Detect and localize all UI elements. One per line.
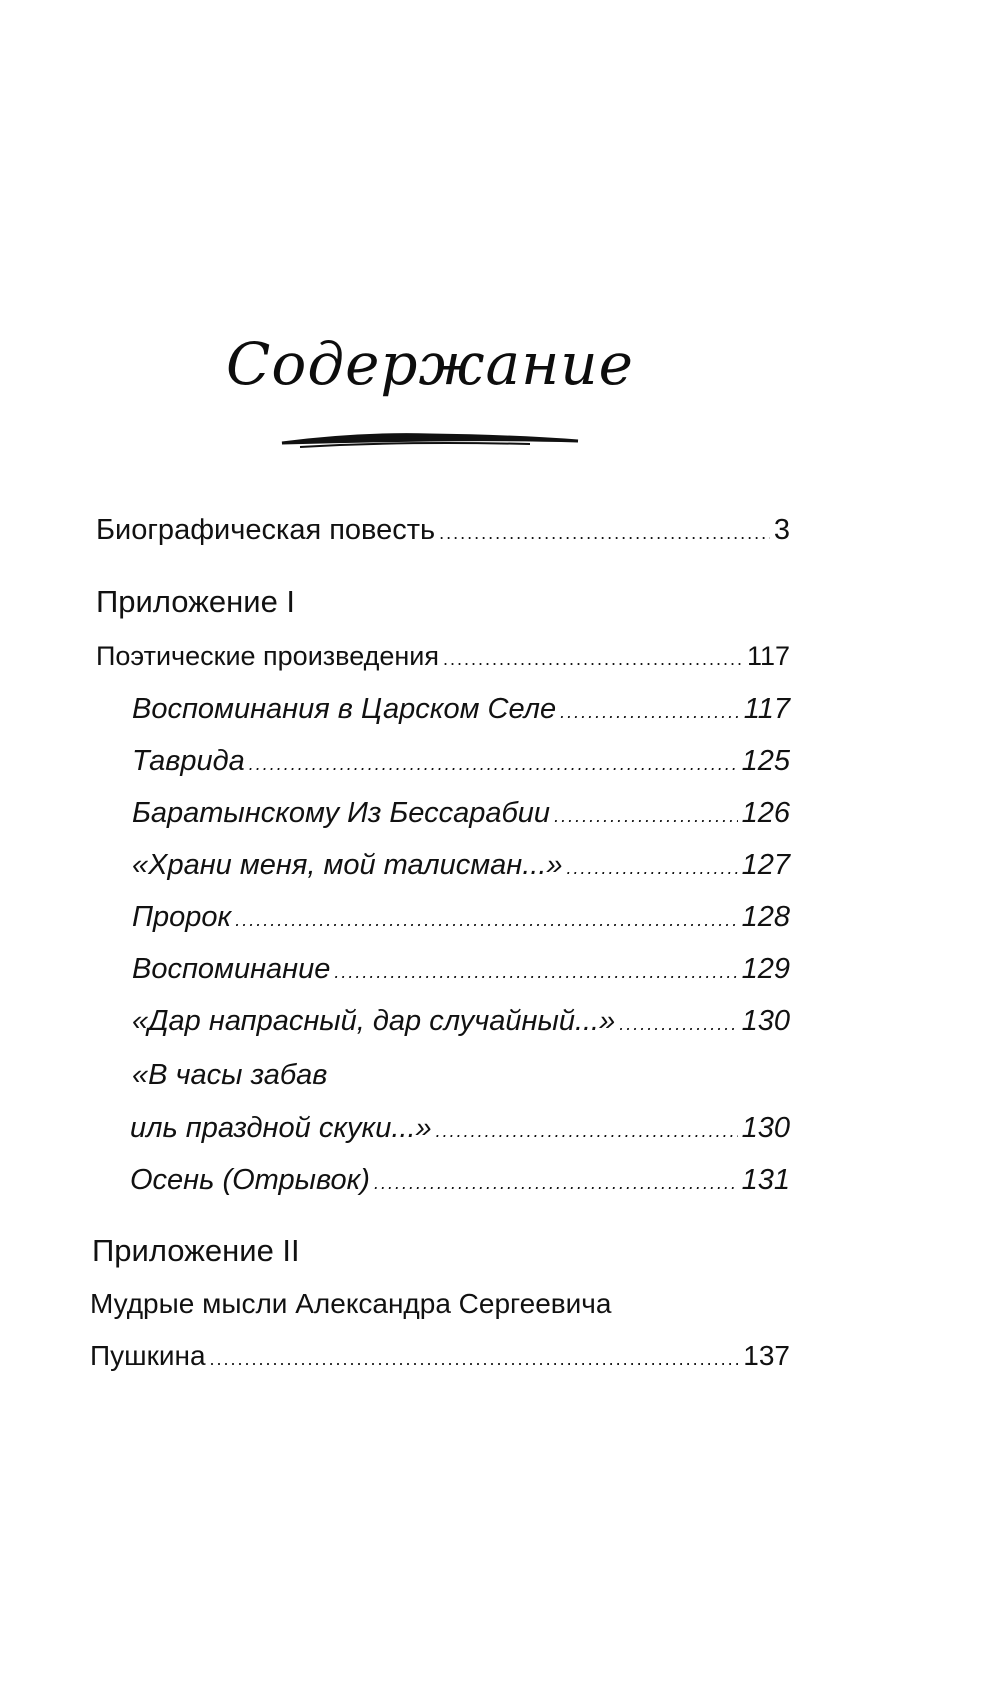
dot-leader (235, 901, 737, 934)
toc-entry-page: 3 (773, 514, 790, 546)
toc-entry[interactable] (130, 1112, 790, 1145)
dot-leader (567, 849, 738, 882)
toc-entry[interactable] (96, 514, 790, 547)
toc-entry-page: 131 (741, 1164, 790, 1196)
section-heading: Приложение I (96, 584, 296, 619)
toc-entry-page: 117 (743, 693, 790, 725)
toc-entry[interactable] (130, 1164, 790, 1197)
toc-entry-label: Пушкина (90, 1340, 206, 1371)
dot-leader (439, 514, 770, 547)
toc-entry-page: 130 (741, 1112, 790, 1144)
toc-entry[interactable] (132, 693, 790, 726)
dot-leader (619, 1005, 737, 1038)
toc-entry[interactable] (132, 797, 790, 830)
toc-entry[interactable] (132, 849, 790, 882)
toc-entry-label: Пророк (132, 901, 232, 933)
toc-entry-label: Воспоминания в Царском Селе (132, 693, 557, 725)
toc-entry-page: 117 (746, 641, 790, 671)
toc-entry-line[interactable] (132, 1059, 327, 1092)
dot-leader (374, 1164, 738, 1197)
toc-entry-page: 125 (741, 745, 790, 777)
toc-entry-page: 128 (741, 901, 790, 933)
toc-entry-page: 129 (741, 953, 790, 985)
toc-entry-label: Осень (Отрывок) (130, 1164, 370, 1196)
toc-entry[interactable] (90, 1340, 790, 1372)
toc-entry-label: «Храни меня, мой талисман...» (132, 849, 563, 881)
toc-entry[interactable] (132, 1005, 790, 1038)
toc-entry[interactable] (132, 901, 790, 934)
dot-leader (249, 745, 738, 778)
section-heading: Приложение II (92, 1233, 300, 1268)
toc-entry-label: Воспоминание (132, 953, 331, 985)
toc-entry-page: 130 (741, 1005, 790, 1037)
toc-entry-line[interactable] (90, 1288, 611, 1320)
toc-entry-page: 127 (741, 849, 790, 881)
title-underline-stroke (280, 427, 580, 451)
toc-entry-label: Баратынскому Из Бессарабии (132, 797, 551, 829)
dot-leader (334, 953, 737, 986)
toc-entry-label: Таврида (132, 745, 245, 777)
dot-leader (554, 797, 738, 830)
page-title: Содержание (226, 330, 634, 398)
toc-entry[interactable] (132, 745, 790, 778)
toc-entry-label: «В часы забав (132, 1059, 328, 1091)
toc-entry-label: «Дар напрасный, дар случайный...» (132, 1005, 616, 1037)
dot-leader (560, 693, 740, 726)
toc-entry-label: иль праздной скуки...» (130, 1112, 432, 1144)
toc-entry-page: 137 (743, 1340, 790, 1371)
toc-entry-label: Биографическая повесть (96, 514, 436, 546)
dot-leader (436, 1112, 738, 1145)
dot-leader (443, 641, 743, 672)
toc-entry-label: Мудрые мысли Александра Сергеевича (90, 1288, 612, 1319)
dot-leader (210, 1340, 740, 1372)
toc-entry-page: 126 (741, 797, 790, 829)
toc-entry[interactable] (132, 953, 790, 986)
toc-entry-label: Поэтические произведения (96, 641, 440, 671)
toc-entry[interactable] (96, 641, 790, 672)
